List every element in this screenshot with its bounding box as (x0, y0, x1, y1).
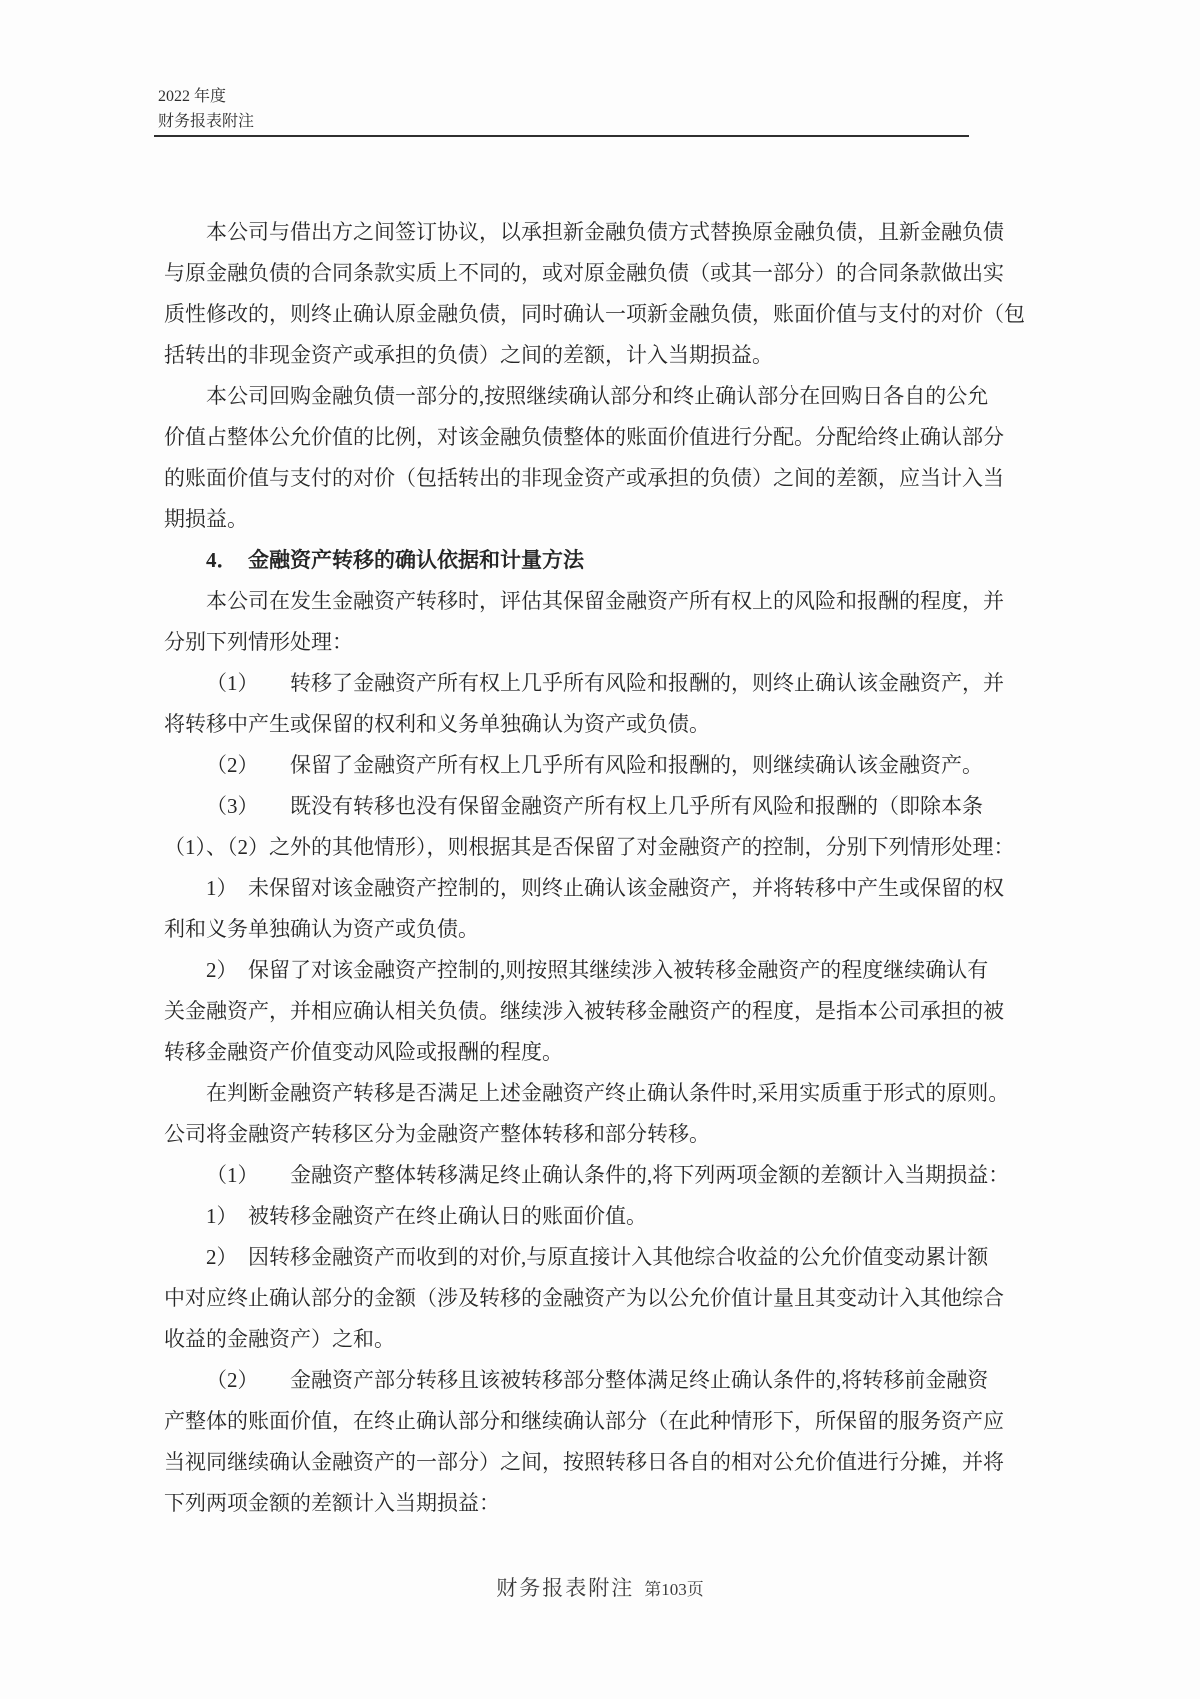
list-item-line: 2） 保留了对该金融资产控制的,则按照其继续涉入被转移金融资产的程度继续确认有 (206, 958, 989, 982)
paragraph-line: 本公司回购金融负债一部分的,按照继续确认部分和终止确认部分在回购日各自的公允 (206, 384, 989, 408)
paragraph-line: 本公司与借出方之间签订协议，以承担新金融负债方式替换原金融负债，且新金融负债 (206, 220, 1004, 244)
list-item-line: 1） 未保留对该金融资产控制的，则终止确认该金融资产，并将转移中产生或保留的权 (206, 876, 1004, 900)
list-item-line: （1） 金融资产整体转移满足终止确认条件的,将下列两项金额的差额计入当期损益： (206, 1163, 1010, 1187)
paragraph-line: 利和义务单独确认为资产或负债。 (164, 917, 479, 941)
paragraph-line: 分别下列情形处理： (164, 630, 353, 654)
list-item-line: （2） 保留了金融资产所有权上几乎所有风险和报酬的，则继续确认该金融资产。 (206, 753, 983, 777)
document-body (164, 212, 1034, 1524)
paragraph-line: 产整体的账面价值，在终止确认部分和继续确认部分（在此种情形下，所保留的服务资产应 (164, 1409, 1004, 1433)
paragraph-line: 将转移中产生或保留的权利和义务单独确认为资产或负债。 (164, 712, 710, 736)
list-item-line: （3） 既没有转移也没有保留金融资产所有权上几乎所有风险和报酬的（即除本条 (206, 794, 983, 818)
paragraph-line: 公司将金融资产转移区分为金融资产整体转移和部分转移。 (164, 1122, 710, 1146)
list-item-line: 2） 因转移金融资产而收到的对价,与原直接计入其他综合收益的公允价值变动累计额 (206, 1245, 989, 1269)
page-footer (0, 1572, 1200, 1602)
paragraph-line: 转移金融资产价值变动风险或报酬的程度。 (164, 1040, 563, 1064)
paragraph-line: 质性修改的，则终止确认原金融负债，同时确认一项新金融负债，账面价值与支付的对价（包 (164, 302, 1025, 326)
paragraph-line: 期损益。 (164, 507, 248, 531)
paragraph-line: 的账面价值与支付的对价（包括转出的非现金资产或承担的负债）之间的差额，应当计入当 (164, 466, 1004, 490)
paragraph-line: 收益的金融资产）之和。 (164, 1327, 395, 1351)
list-item-line: （2） 金融资产部分转移且该被转移部分整体满足终止确认条件的,将转移前金融资 (206, 1368, 989, 1392)
paragraph-line: 下列两项金额的差额计入当期损益： (164, 1491, 500, 1515)
page-header (158, 84, 254, 134)
footer-title: 财务报表附注 (496, 1576, 635, 1600)
paragraph-line: 本公司在发生金融资产转移时，评估其保留金融资产所有权上的风险和报酬的程度，并 (206, 589, 1004, 613)
paragraph-line: 价值占整体公允价值的比例，对该金融负债整体的账面价值进行分配。分配给终止确认部分 (164, 425, 1004, 449)
header-year: 2022 年度 (158, 88, 227, 105)
paragraph-line: 括转出的非现金资产或承担的负债）之间的差额，计入当期损益。 (164, 343, 773, 367)
paragraph-line: 中对应终止确认部分的金额（涉及转移的金融资产为以公允价值计量且其变动计入其他综合 (164, 1286, 1004, 1310)
section-4-heading: 4． 金融资产转移的确认依据和计量方法 (206, 548, 584, 572)
header-title: 财务报表附注 (158, 113, 255, 130)
paragraph-line: （1）、（2）之外的其他情形），则根据其是否保留了对金融资产的控制，分别下列情形处理： (164, 835, 1015, 859)
paragraph-line: 与原金融负债的合同条款实质上不同的，或对原金融负债（或其一部分）的合同条款做出实 (164, 261, 1004, 285)
list-item-line: 1） 被转移金融资产在终止确认日的账面价值。 (206, 1204, 647, 1228)
header-divider (154, 135, 969, 137)
paragraph-line: 在判断金融资产转移是否满足上述金融资产终止确认条件时,采用实质重于形式的原则。 (206, 1081, 1010, 1105)
footer-page-number: 第103页 (644, 1580, 704, 1599)
paragraph-line: 关金融资产，并相应确认相关负债。继续涉入被转移金融资产的程度，是指本公司承担的被 (164, 999, 1004, 1023)
list-item-line: （1） 转移了金融资产所有权上几乎所有风险和报酬的，则终止确认该金融资产，并 (206, 671, 1004, 695)
paragraph-line: 当视同继续确认金融资产的一部分）之间，按照转移日各自的相对公允价值进行分摊，并将 (164, 1450, 1004, 1474)
